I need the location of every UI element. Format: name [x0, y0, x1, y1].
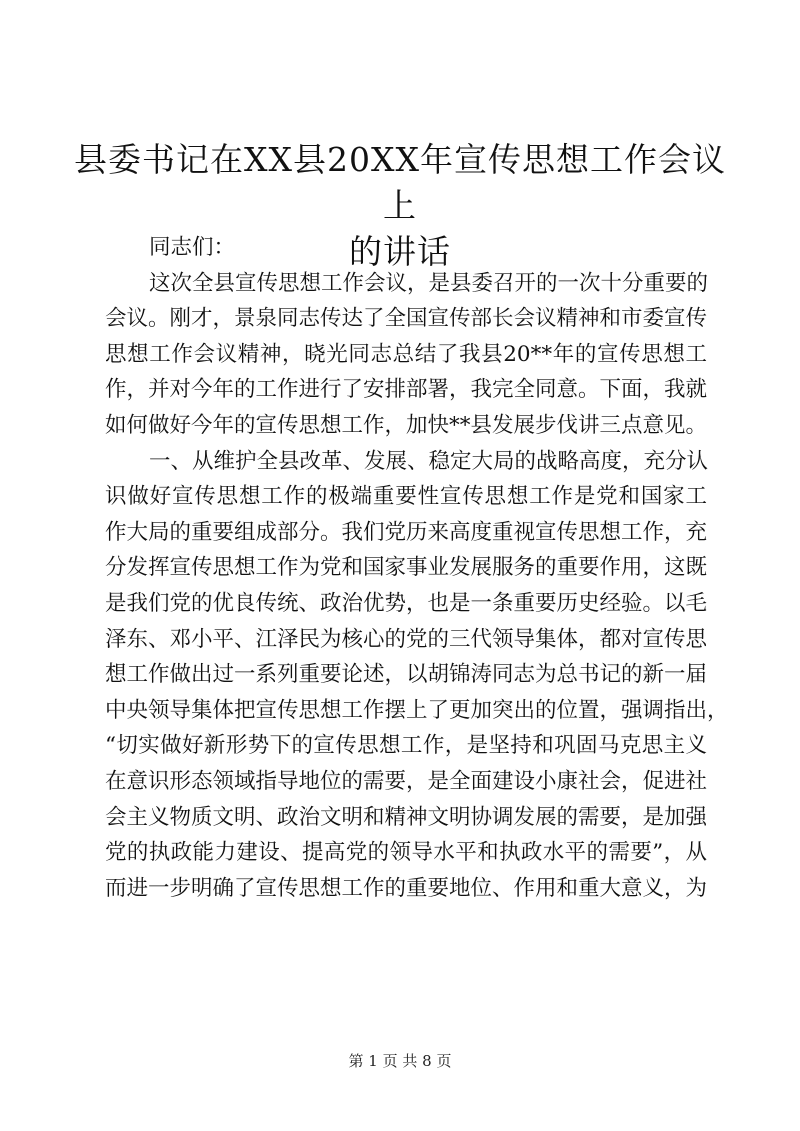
body-line: 分发挥宣传思想工作为党和国家事业发展服务的重要作用，这既: [105, 555, 708, 581]
body-line: 思想工作会议精神，晓光同志总结了我县20**年的宣传思想工: [105, 341, 707, 367]
body-line: 是我们党的优良传统、政治优势，也是一条重要历史经验。以毛: [105, 590, 708, 616]
title-line-1: 县委书记在XX县20XX年宣传思想工作会议上: [74, 140, 726, 225]
body-line: 这次全县宣传思想工作会议，是县委召开的一次十分重要的: [149, 270, 709, 296]
body-line: 中央领导集体把宣传思想工作摆上了更加突出的位置，强调指出，: [105, 697, 729, 723]
body-line: 如何做好今年的宣传思想工作，加快**县发展步伐讲三点意见。: [105, 412, 708, 438]
body-line: 党的执政能力建设、提高党的领导水平和执政水平的需要”，从: [105, 840, 707, 866]
body-line: 识做好宣传思想工作的极端重要性宣传思想工作是党和国家工: [105, 484, 707, 510]
body-line: 会议。刚才，景泉同志传达了全国宣传部长会议精神和市委宣传: [105, 306, 708, 332]
document-body: [105, 230, 729, 906]
body-line: 作大局的重要组成部分。我们党历来高度重视宣传思想工作，充: [105, 519, 708, 545]
body-line: 会主义物质文明、政治文明和精神文明协调发展的需要，是加强: [105, 804, 708, 830]
body-line: 泽东、邓小平、江泽民为核心的党的三代领导集体，都对宣传思: [105, 626, 708, 652]
body-line: 想工作做出过一系列重要论述，以胡锦涛同志为总书记的新一届: [105, 662, 708, 688]
title-line-2: 的讲话: [349, 232, 451, 271]
page-number-footer: 第 1 页 共 8 页: [348, 1052, 452, 1070]
body-line: 作，并对今年的工作进行了安排部署，我完全同意。下面，我就: [105, 377, 708, 403]
body-line: 一、从维护全县改革、发展、稳定大局的战略高度，充分认: [149, 448, 709, 474]
body-line: 在意识形态领域指导地位的需要，是全面建设小康社会，促进社: [105, 768, 708, 794]
body-line: 而进一步明确了宣传思想工作的重要地位、作用和重大意义，为: [105, 875, 708, 901]
salutation: 同志们：: [149, 235, 236, 260]
body-line: “切实做好新形势下的宣传思想工作，是坚持和巩固马克思主义: [105, 733, 707, 759]
